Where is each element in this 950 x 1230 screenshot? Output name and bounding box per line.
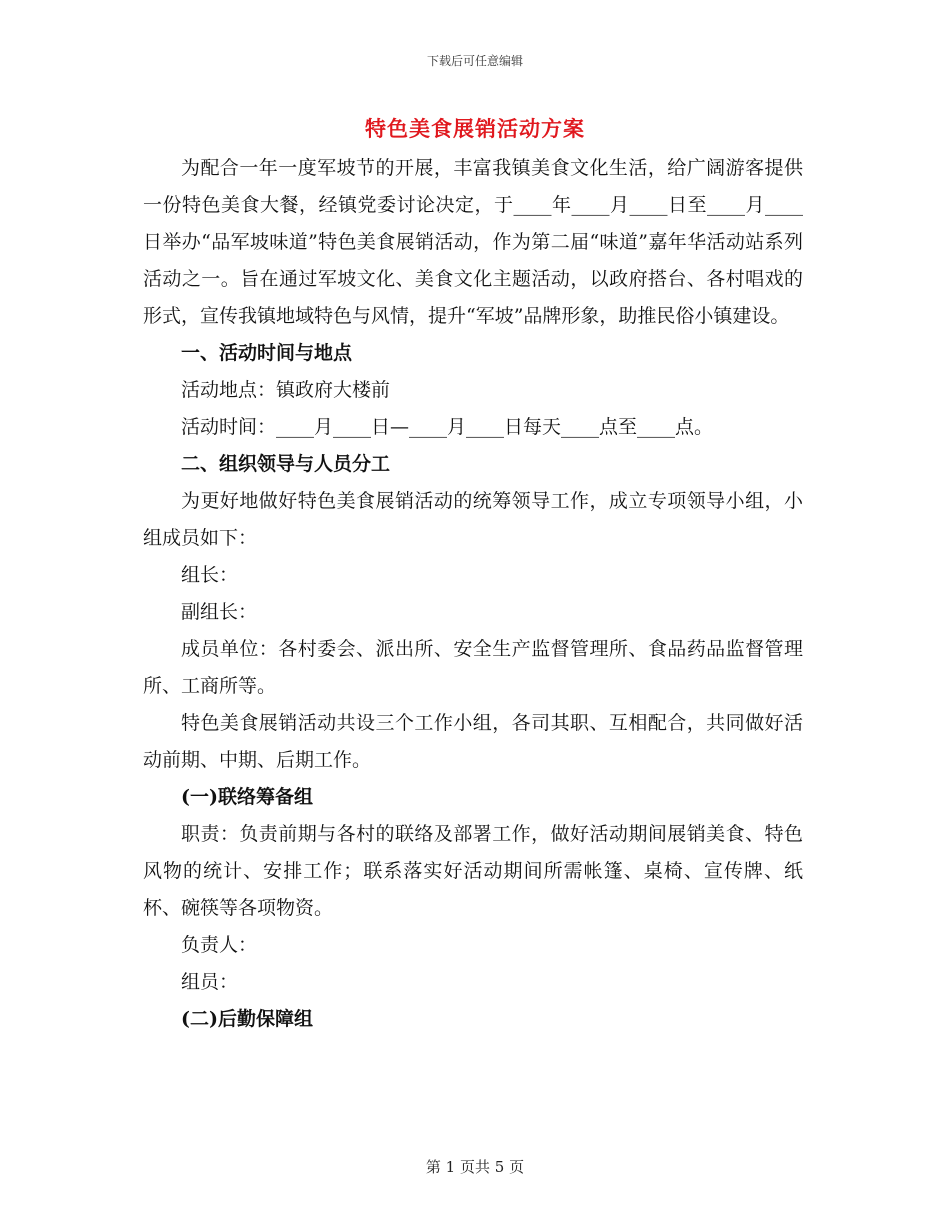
group1-responsible-line: 负责人： <box>181 934 258 956</box>
leader-line: 组长： <box>181 564 239 586</box>
vice-leader-line: 副组长： <box>181 601 258 623</box>
page-number: 第 1 页共 5 页 <box>425 1158 525 1176</box>
groups-intro-paragraph: 特色美食展销活动共设三个工作小组，各司其职、互相配合，共同做好活动前期、中期、后期工作。 <box>143 712 803 771</box>
member-units-paragraph: 成员单位：各村委会、派出所、安全生产监督管理所、食品药品监督管理所、工商所等。 <box>143 638 803 697</box>
section-heading-time-location: 一、活动时间与地点 <box>181 342 353 364</box>
section-heading-organization: 二、组织领导与人员分工 <box>181 453 391 475</box>
organization-intro: 为更好地做好特色美食展销活动的统筹领导工作，成立专项领导小组，小组成员如下： <box>143 490 803 549</box>
document-title: 特色美食展销活动方案 <box>365 116 585 141</box>
time-line: 活动时间：____月____日—____月____日每天____点至____点。 <box>181 416 714 438</box>
location-line: 活动地点：镇政府大楼前 <box>181 379 391 401</box>
group1-members-line: 组员： <box>181 971 239 993</box>
group2-heading: (二)后勤保障组 <box>181 1008 313 1030</box>
intro-paragraph: 为配合一年一度军坡节的开展，丰富我镇美食文化生活，给广阔游客提供一份特色美食大餐，经镇党委讨论决定，于____年____月____日至____月____日举办“品军坡味道”特色美食展销活动，作为第二届“味道”嘉年华活动站系列活动之一。旨在通过军坡文化、美食文化主题活动，以政府搭台、各村唱戏的形式，宣传我镇地域特色与风情，提升“军坡”品牌形象，助推民俗小镇建设。 <box>143 157 803 327</box>
group1-heading: (一)联络筹备组 <box>181 786 313 808</box>
group1-duty-paragraph: 职责：负责前期与各村的联络及部署工作，做好活动期间展销美食、特色风物的统计、安排工作；联系落实好活动期间所需帐篷、桌椅、宣传牌、纸杯、碗筷等各项物资。 <box>143 823 803 919</box>
document-body <box>143 150 803 1038</box>
page-header-note: 下载后可任意编辑 <box>426 54 523 68</box>
